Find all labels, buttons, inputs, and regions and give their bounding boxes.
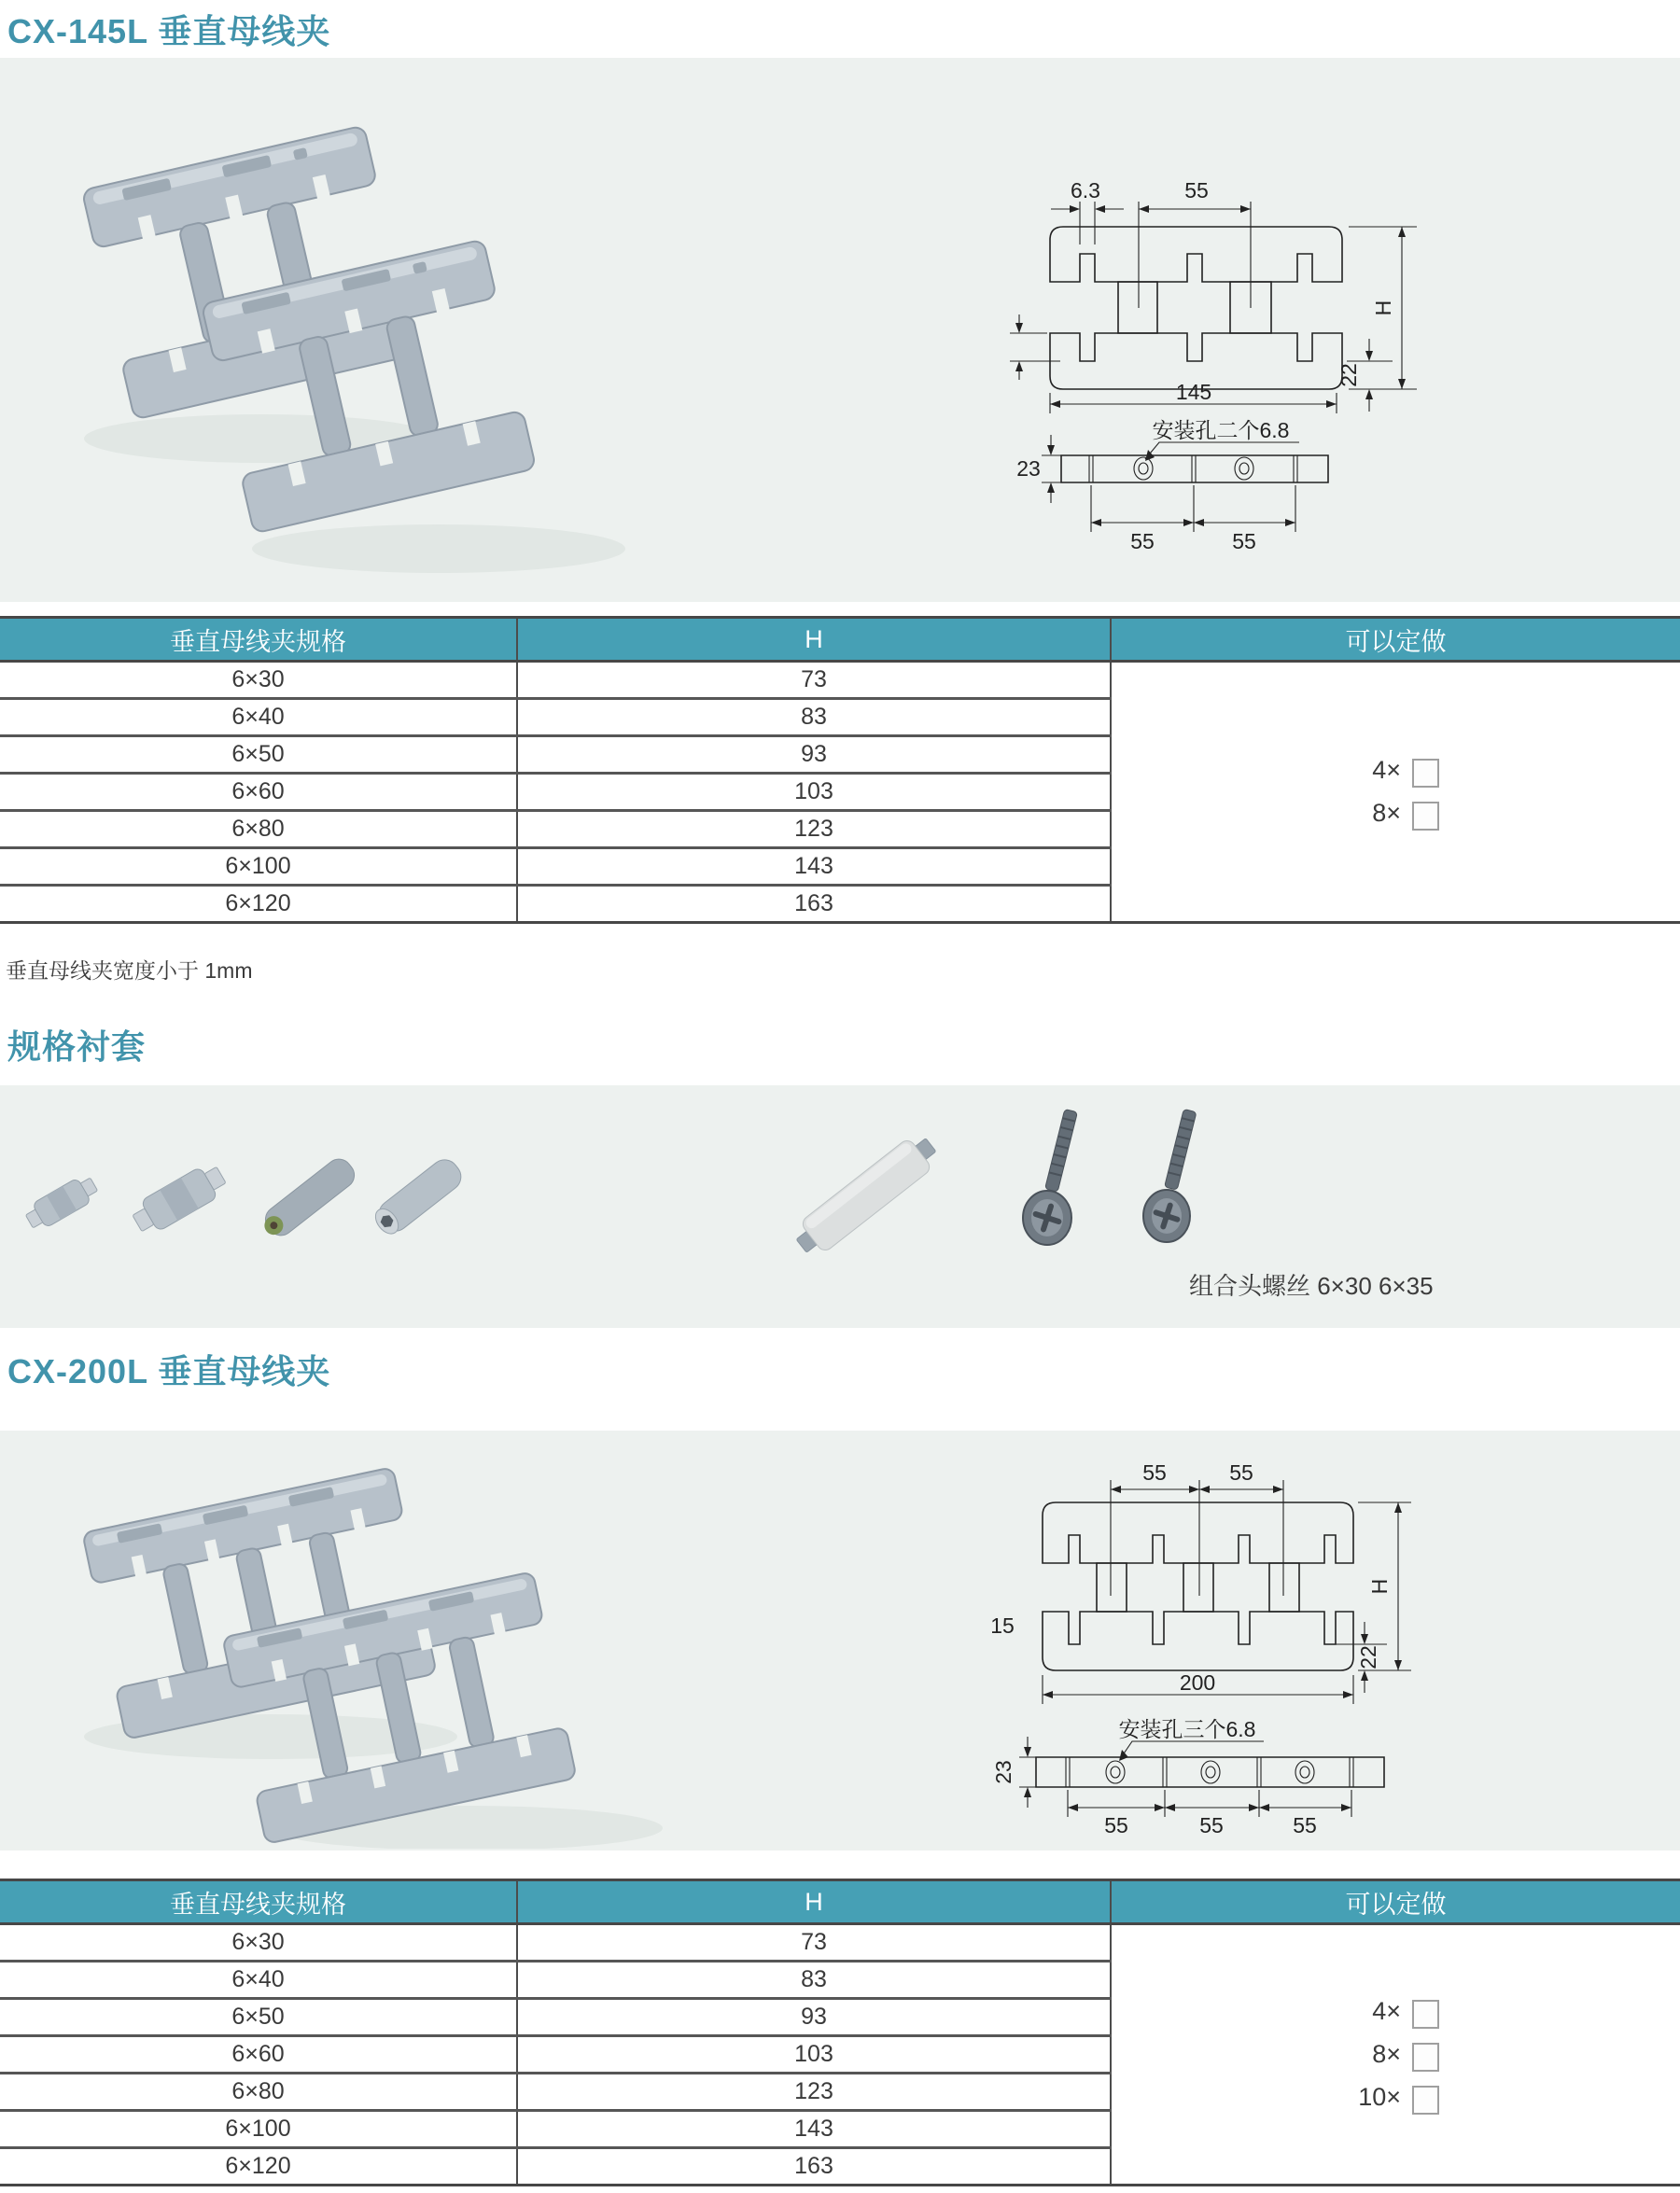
- spec-cell: 6×50: [0, 1999, 517, 2036]
- dim-label-pitch-a: 55: [1142, 1460, 1167, 1485]
- combo-screw-6x30: [1023, 1109, 1077, 1245]
- custom-option: [1352, 1994, 1439, 2029]
- h-cell: 163: [517, 2148, 1111, 2186]
- h-cell: 73: [517, 1924, 1111, 1962]
- custom-option: [1352, 796, 1439, 831]
- h-cell: 83: [517, 699, 1111, 736]
- h-cell: 123: [517, 2074, 1111, 2111]
- dim-label-pitch-b: 55: [1229, 1460, 1253, 1485]
- dim-label-plate-height: 23: [1016, 456, 1041, 481]
- bushing-cylinder-dark: [258, 1154, 360, 1243]
- cx145l-panel: [0, 58, 1680, 602]
- cx200l-spec-table: [0, 1879, 1680, 2186]
- spec-cell: 6×100: [0, 2111, 517, 2148]
- h-cell: 93: [517, 736, 1111, 774]
- custom-option-checkbox: [1412, 2000, 1439, 2029]
- spec-cell: 6×80: [0, 811, 517, 848]
- bushing-hex-socket: [370, 1154, 467, 1239]
- custom-options-cell: [1111, 662, 1680, 923]
- dim-label-pitch: 55: [1184, 178, 1209, 203]
- mount-note-label: 安装孔三个6.8: [1118, 1717, 1256, 1741]
- custom-option: [1352, 2037, 1439, 2072]
- dim-label-hole-pitch-b: 55: [1232, 529, 1256, 553]
- spec-cell: 6×40: [0, 699, 517, 736]
- dim-label-lip: 22: [1356, 1645, 1380, 1669]
- section-title-cx200l: CX-200L 垂直母线夹: [7, 1352, 331, 1390]
- col-header-h: H: [517, 1880, 1111, 1924]
- cx200l-technical-drawing: [980, 1446, 1633, 1848]
- dim-label-lip: 22: [1337, 363, 1361, 387]
- spec-cell: 6×30: [0, 1924, 517, 1962]
- dim-label-plate-height: 23: [991, 1760, 1015, 1784]
- col-header-spec: 垂直母线夹规格: [0, 618, 517, 662]
- table-header-row: [0, 1880, 1680, 1924]
- spec-cell: 6×30: [0, 662, 517, 699]
- cx200l-panel: [0, 1431, 1680, 1851]
- custom-option-checkbox: [1412, 2043, 1439, 2072]
- dim-label-hole-pitch-a: 55: [1104, 1813, 1128, 1837]
- spec-cell: 6×100: [0, 848, 517, 886]
- h-cell: 73: [517, 662, 1111, 699]
- h-cell: 103: [517, 2036, 1111, 2074]
- h-cell: 143: [517, 848, 1111, 886]
- custom-option: [1352, 2080, 1439, 2115]
- h-cell: 163: [517, 886, 1111, 923]
- custom-option-label: 8×: [1372, 799, 1401, 827]
- spec-cell: 6×120: [0, 2148, 517, 2186]
- custom-option-checkbox: [1412, 2086, 1439, 2115]
- h-cell: 143: [517, 2111, 1111, 2148]
- spec-cell: 6×80: [0, 2074, 517, 2111]
- bushing-small: [22, 1172, 101, 1234]
- custom-option-label: 4×: [1372, 1997, 1401, 2025]
- custom-option-label: 4×: [1372, 756, 1401, 784]
- cx145l-spec-table: [0, 616, 1680, 924]
- bushing-long-white: [790, 1129, 944, 1261]
- custom-option-checkbox: [1412, 802, 1439, 831]
- col-header-h: H: [517, 618, 1111, 662]
- col-header-custom: 可以定做: [1111, 618, 1680, 662]
- dim-label-hole-pitch-a: 55: [1130, 529, 1155, 553]
- spec-cell: 6×60: [0, 774, 517, 811]
- clamp-shadow: [252, 524, 625, 573]
- custom-option: [1352, 753, 1439, 788]
- custom-options-cell: [1111, 1924, 1680, 2186]
- cx200l-product-photo: [47, 1457, 663, 1849]
- dim-label-side: 15: [990, 1613, 1015, 1638]
- table-header-row: [0, 618, 1680, 662]
- section-title-cx145l: CX-145L 垂直母线夹: [7, 12, 331, 50]
- combo-screw-6x35: [1143, 1109, 1197, 1242]
- col-header-custom: 可以定做: [1111, 1880, 1680, 1924]
- custom-option-label: 8×: [1372, 2040, 1401, 2068]
- width-note: 垂直母线夹宽度小于 1mm: [6, 958, 253, 983]
- h-cell: 123: [517, 811, 1111, 848]
- h-cell: 93: [517, 1999, 1111, 2036]
- h-cell: 83: [517, 1962, 1111, 1999]
- dim-label-total-width: 200: [1179, 1670, 1216, 1695]
- dim-label-hole-pitch-c: 55: [1293, 1813, 1317, 1837]
- custom-option-checkbox: [1412, 759, 1439, 788]
- dim-label-total-width: 145: [1175, 380, 1212, 404]
- dim-label-hole-pitch-b: 55: [1199, 1813, 1224, 1837]
- dim-label-height: H: [1371, 300, 1395, 316]
- section-title-bushings: 规格衬套: [7, 1027, 147, 1066]
- dim-label-height: H: [1367, 1578, 1392, 1595]
- col-header-spec: 垂直母线夹规格: [0, 1880, 517, 1924]
- table-row: [0, 1924, 1680, 1962]
- mount-note-label: 安装孔二个6.8: [1152, 418, 1290, 442]
- custom-option-label: 10×: [1358, 2083, 1401, 2111]
- dim-label-slot-width: 6.3: [1071, 178, 1100, 203]
- h-cell: 103: [517, 774, 1111, 811]
- screw-caption: 组合头螺丝 6×30 6×35: [1189, 1272, 1434, 1300]
- cx145l-product-photo: [47, 112, 644, 579]
- spec-cell: 6×40: [0, 1962, 517, 1999]
- bushing-medium: [128, 1160, 230, 1239]
- cx145l-technical-drawing: [989, 121, 1643, 569]
- table-row: [0, 662, 1680, 699]
- spec-cell: 6×50: [0, 736, 517, 774]
- spec-cell: 6×60: [0, 2036, 517, 2074]
- spec-cell: 6×120: [0, 886, 517, 923]
